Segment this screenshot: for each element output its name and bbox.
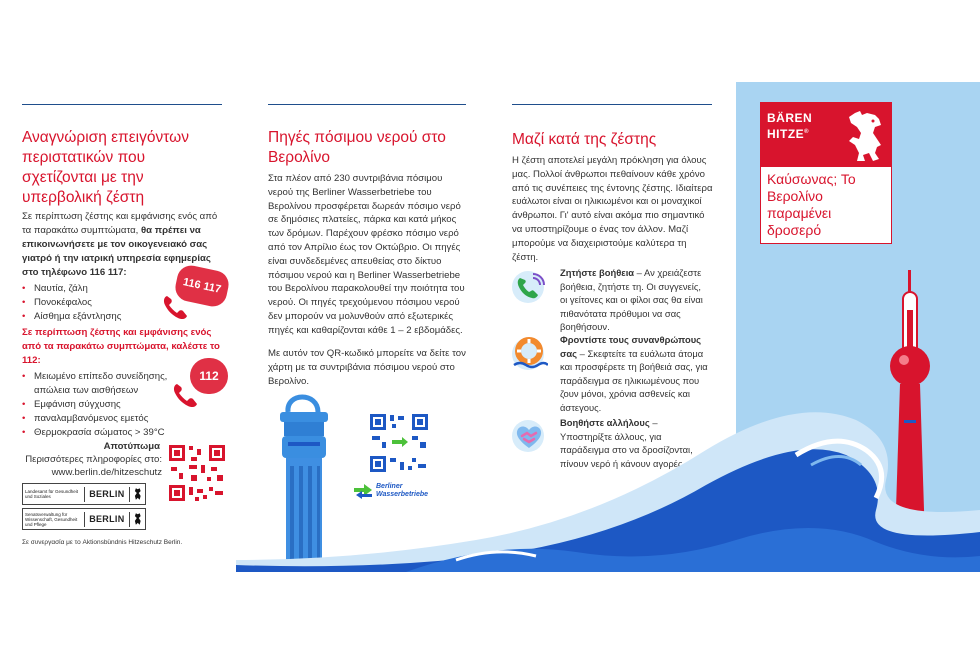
list-item: • Ναυτία, ζάλη xyxy=(22,282,162,296)
emergency-112-heading: Σε περίπτωση ζέστης και εμφάνισης ενός από τα παρακάτω συμπτώματα, καλέστε το 112: xyxy=(22,327,220,366)
tip-title: Ζητήστε βοήθεια xyxy=(560,267,635,278)
panel1-top-rule xyxy=(22,104,222,105)
tv-tower-wave-illustration xyxy=(236,270,980,572)
symptoms-list-2 xyxy=(22,370,177,440)
cover-title: Καύσωνας; Το Βερολίνο παραμένει δροσερό xyxy=(767,171,856,238)
list-item: • Θερμοκρασία σώματος > 39°C xyxy=(22,426,177,440)
list-item: • Πονοκέφαλος xyxy=(22,296,162,310)
senate-logo xyxy=(22,508,146,530)
logo-divider xyxy=(129,512,130,527)
tip-text: – Σκεφτείτε τα ευάλωτα άτομα και προσφέρετε τη βοήθειά σας, για παράδειγμα σε ηλικιωμένους που ζουν μόνοι, χρόνια ασθενείς και άστεγους. xyxy=(560,347,708,413)
logo-divider xyxy=(84,512,85,527)
panel3-title: Μαζί κατά της ζέστης xyxy=(512,131,657,148)
logo-divider xyxy=(129,487,130,502)
panel1-title: Αναγνώριση επειγόντων περιστατικών που σχετίζονται με την υπερβολική ζέστη xyxy=(22,129,189,206)
berlin-bear-icon xyxy=(845,107,889,165)
more-info-label: Περισσότερες πληροφορίες στο: xyxy=(25,454,162,465)
panel2-top-rule xyxy=(268,104,466,105)
phone-icon xyxy=(170,380,200,410)
list-item: • Μειωμένο επίπεδο συνείδησης, απώλεια των αισθήσεων xyxy=(22,370,177,398)
berlin-wordmark: BERLIN xyxy=(89,488,125,499)
tip-text: – Υποστηρίξτε άλλους, για παράδειγμα στο να δροσίζονται, πίνουν νερό ή κάνουν αγορές. xyxy=(560,417,693,469)
senate-logo-text: Senatsverwaltung für Wissenschaft, Gesundheit und Pflege xyxy=(25,511,78,527)
lageso-logo-text: Landesamt für Gesundheit und Soziales xyxy=(25,489,79,499)
panel3-body: Η ζέστη αποτελεί μεγάλη πρόκληση για όλους μας. Πολλοί άνθρωποι πεθαίνουν κάθε χρόνο από τις συνέπειες της έντονης ζέστης. Ιδιαίτερα ευάλωτοι είναι οι ηλικιωμένοι και οι μοναχικοί άνθρωποι. Γι' αυτό είναι ακόμα πιο σημαντικό να υποστηρίζουμε ο ένας τον άλλον. Μαζί μπορούμε να διαχειριστούμε καλύτερα τη ζέστη. xyxy=(512,155,713,263)
panel1-intro-plain: Σε περίπτωση ζέστης και εμφάνισης ενός από τα παρακάτω συμπτώματα, xyxy=(22,211,218,236)
brand-line2-wrap xyxy=(767,125,812,141)
symptoms-list-1 xyxy=(22,282,162,324)
berlin-bear-icon xyxy=(133,512,143,526)
brand-line2: HITZE xyxy=(767,127,805,141)
lageso-logo xyxy=(22,483,146,505)
qr-code-icon[interactable] xyxy=(167,443,227,503)
brand-line1: BÄREN xyxy=(767,111,813,125)
panel1-intro-bold: θα πρέπει να επικοινωνήσετε με τον οικογενειακό σας γιατρό ή την ιατρική υπηρεσία εφημερίας στο τηλέφωνο 116 117: xyxy=(22,225,211,278)
phone-icon xyxy=(160,292,190,322)
brand-box xyxy=(760,102,892,244)
hotline-116117-badge: 116 117 xyxy=(173,263,231,309)
list-item: • Εμφάνιση σύγχυσης xyxy=(22,398,177,412)
bwb-logo-line1: Berliner xyxy=(376,483,403,490)
panel2-title: Πηγές πόσιμου νερού στο Βερολίνο xyxy=(268,129,446,166)
panel2-qr-hint: Με αυτόν τον QR-κωδικό μπορείτε να δείτε τον χάρτη με τα συντριβάνια πόσιμου νερού στο Βερολίνο. xyxy=(268,348,466,387)
bwb-logo-line2: Wasserbetriebe xyxy=(376,491,429,498)
tip-title: Φροντίστε τους συνανθρώπους σας xyxy=(560,334,702,359)
emergency-112-badge: 112 xyxy=(190,358,228,394)
logo-divider xyxy=(84,487,85,502)
partnership-footer: Σε συνεργασία με το Aktionsbündnis Hitzeschutz Berlin. xyxy=(22,539,183,546)
panel3-top-rule xyxy=(512,104,712,105)
tip-text: – Αν χρειάζεστε βοήθεια, ζητήστε τη. Οι συγγενείς, οι γείτονες και οι φίλοι σας θα είναι πιθανότατα πρόθυμοι να σας βοηθήσουν. xyxy=(560,267,703,332)
tip-title: Βοηθήστε αλλήλους xyxy=(560,417,650,428)
brand-registered: ® xyxy=(804,129,810,135)
panel2-body: Στα πλέον από 230 συντριβάνια πόσιμου νερού της Berliner Wasserbetriebe του Βερολίνου προσφέρεται δωρεάν πόσιμο νερό σε δημόσιες πλατείες, πάρκα και κατά μήκος των δρόμων. Παρέχουν φρέσκο πόσιμο νερό από τον Απρίλιο έως τον Οκτώβριο. Οι πηγές είναι συνδεδεμένες απευθείας στο δίκτυο πόσιμου νερού και η Berliner Wasserbetriebe του Βερολίνου παρακολουθεί την ποιότητα του νερού. Οι πηγές τρεχούμενου πόσιμου νερού δεν μπορούν να μολυνθούν από εξωτερικές πηγές και καθαρίζονται κάθε 1 – 2 εβδομάδες. xyxy=(268,173,465,336)
berlin-wordmark: BERLIN xyxy=(89,513,125,524)
imprint-label: Αποτύπωμα xyxy=(103,441,160,452)
list-item: • παναλαμβανόμενος εμετός xyxy=(22,412,177,426)
berlin-bear-icon xyxy=(133,487,143,501)
brand-wordmark xyxy=(767,111,812,141)
info-url[interactable]: www.berlin.de/hitzeschutz xyxy=(51,467,162,478)
list-item: • Αίσθημα εξάντλησης xyxy=(22,310,162,324)
